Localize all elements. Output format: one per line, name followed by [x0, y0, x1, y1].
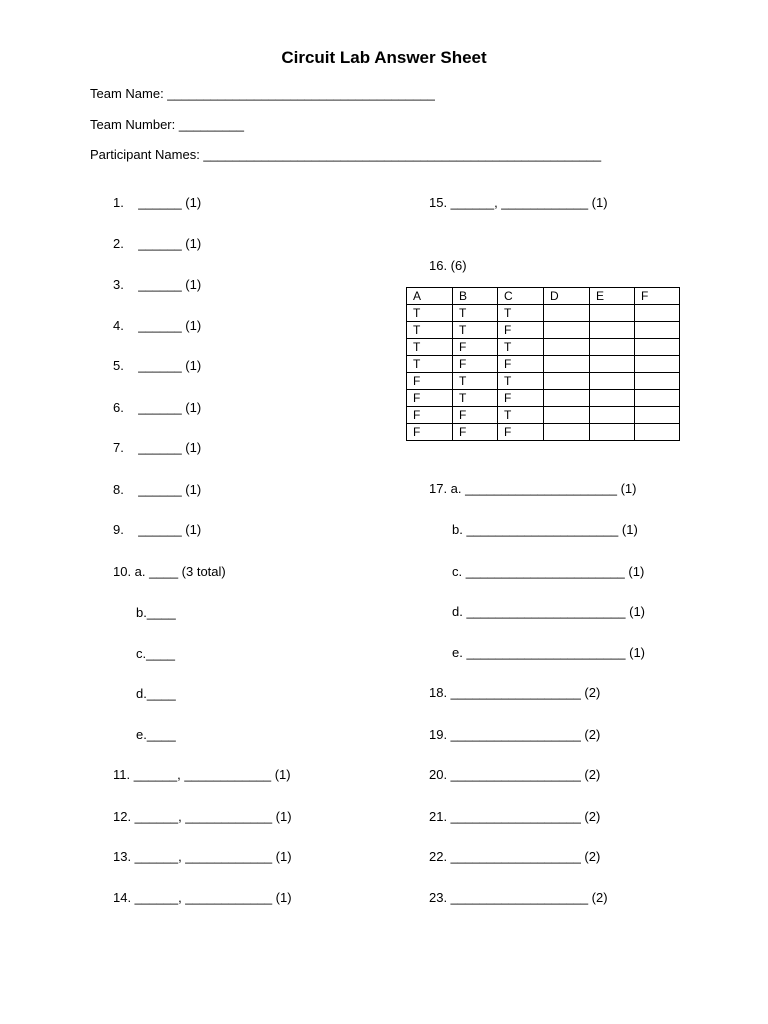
- truth-table-cell: F: [453, 356, 498, 373]
- truth-table-answer-cell[interactable]: [544, 356, 590, 373]
- truth-table-answer-cell[interactable]: [544, 305, 590, 322]
- answer-12[interactable]: 12. ______, ____________ (1): [113, 809, 292, 824]
- truth-table-answer-cell[interactable]: [635, 390, 680, 407]
- truth-table-header-cell: D: [544, 288, 590, 305]
- truth-table-cell: F: [407, 407, 453, 424]
- answer-17b[interactable]: b. _____________________ (1): [452, 522, 638, 537]
- answer-19[interactable]: 19. __________________ (2): [429, 727, 601, 742]
- truth-table-row: [407, 373, 680, 390]
- truth-table-cell: T: [498, 305, 544, 322]
- truth-table-cell: T: [498, 407, 544, 424]
- answer-3[interactable]: 3. ______ (1): [113, 277, 202, 292]
- truth-table-row: [407, 356, 680, 373]
- truth-table-row: [407, 390, 680, 407]
- truth-table-row: [407, 339, 680, 356]
- truth-table-answer-cell[interactable]: [590, 424, 635, 441]
- truth-table-answer-cell[interactable]: [635, 424, 680, 441]
- truth-table-cell: F: [407, 424, 453, 441]
- truth-table-cell: T: [498, 373, 544, 390]
- truth-table-header-cell: A: [407, 288, 453, 305]
- truth-table-cell: T: [407, 322, 453, 339]
- answer-23[interactable]: 23. ___________________ (2): [429, 890, 608, 905]
- answer-15[interactable]: 15. ______, ____________ (1): [429, 195, 608, 210]
- answer-7[interactable]: 7. ______ (1): [113, 440, 202, 455]
- truth-table-cell: T: [453, 305, 498, 322]
- truth-table-answer-cell[interactable]: [635, 407, 680, 424]
- question-16-label: 16. (6): [429, 258, 467, 273]
- answer-17e[interactable]: e. ______________________ (1): [452, 645, 646, 660]
- truth-table-answer-cell[interactable]: [635, 305, 680, 322]
- truth-table-answer-cell[interactable]: [635, 373, 680, 390]
- truth-table-answer-cell[interactable]: [544, 390, 590, 407]
- answer-5[interactable]: 5. ______ (1): [113, 358, 202, 373]
- answer-14[interactable]: 14. ______, ____________ (1): [113, 890, 292, 905]
- truth-table-answer-cell[interactable]: [544, 322, 590, 339]
- truth-table-answer-cell[interactable]: [590, 390, 635, 407]
- participant-names-field[interactable]: Participant Names: _______________________________________________________: [90, 147, 602, 162]
- page-title: Circuit Lab Answer Sheet: [281, 48, 487, 67]
- truth-table-answer-cell[interactable]: [590, 407, 635, 424]
- answer-17c[interactable]: c. ______________________ (1): [452, 564, 645, 579]
- answer-6[interactable]: 6. ______ (1): [113, 400, 202, 415]
- truth-table-cell: T: [407, 356, 453, 373]
- answer-22[interactable]: 22. __________________ (2): [429, 849, 601, 864]
- truth-table-cell: T: [407, 305, 453, 322]
- answer-10b[interactable]: b.____: [136, 605, 176, 620]
- answer-17d[interactable]: d. ______________________ (1): [452, 604, 646, 619]
- answer-10e[interactable]: e.____: [136, 727, 176, 742]
- truth-table-cell: F: [407, 373, 453, 390]
- truth-table: [406, 287, 680, 441]
- truth-table-answer-cell[interactable]: [590, 373, 635, 390]
- truth-table-cell: T: [453, 373, 498, 390]
- truth-table-row: [407, 305, 680, 322]
- answer-20[interactable]: 20. __________________ (2): [429, 767, 601, 782]
- truth-table-answer-cell[interactable]: [635, 322, 680, 339]
- truth-table-answer-cell[interactable]: [544, 424, 590, 441]
- truth-table-cell: T: [453, 390, 498, 407]
- truth-table-cell: T: [498, 339, 544, 356]
- answer-2[interactable]: 2. ______ (1): [113, 236, 202, 251]
- answer-21[interactable]: 21. __________________ (2): [429, 809, 601, 824]
- team-name-field[interactable]: Team Name: _____________________________________: [90, 86, 435, 101]
- truth-table-answer-cell[interactable]: [590, 305, 635, 322]
- truth-table-cell: T: [407, 339, 453, 356]
- answer-17a[interactable]: 17. a. _____________________ (1): [429, 481, 637, 496]
- answer-10c[interactable]: c.____: [136, 646, 176, 661]
- answer-8[interactable]: 8. ______ (1): [113, 482, 202, 497]
- answer-13[interactable]: 13. ______, ____________ (1): [113, 849, 292, 864]
- truth-table-header-cell: E: [590, 288, 635, 305]
- truth-table-answer-cell[interactable]: [590, 339, 635, 356]
- truth-table-cell: F: [407, 390, 453, 407]
- answer-4[interactable]: 4. ______ (1): [113, 318, 202, 333]
- truth-table-header-cell: B: [453, 288, 498, 305]
- truth-table-answer-cell[interactable]: [544, 373, 590, 390]
- truth-table-header-row: [407, 288, 680, 305]
- answer-18[interactable]: 18. __________________ (2): [429, 685, 601, 700]
- truth-table-row: [407, 424, 680, 441]
- truth-table-answer-cell[interactable]: [544, 339, 590, 356]
- truth-table-cell: F: [498, 390, 544, 407]
- truth-table-answer-cell[interactable]: [544, 407, 590, 424]
- truth-table-header-cell: C: [498, 288, 544, 305]
- truth-table-answer-cell[interactable]: [590, 356, 635, 373]
- answer-11[interactable]: 11. ______, ____________ (1): [113, 767, 291, 782]
- answer-10d[interactable]: d.____: [136, 686, 176, 701]
- truth-table-cell: F: [453, 339, 498, 356]
- truth-table-answer-cell[interactable]: [635, 356, 680, 373]
- team-number-field[interactable]: Team Number: _________: [90, 117, 244, 132]
- truth-table-row: [407, 322, 680, 339]
- answer-10a[interactable]: 10. a. ____ (3 total): [113, 564, 226, 579]
- truth-table-cell: F: [453, 424, 498, 441]
- truth-table-cell: F: [498, 356, 544, 373]
- truth-table-row: [407, 407, 680, 424]
- answer-1[interactable]: 1. ______ (1): [113, 195, 202, 210]
- truth-table-answer-cell[interactable]: [590, 322, 635, 339]
- answer-9[interactable]: 9. ______ (1): [113, 522, 202, 537]
- truth-table-answer-cell[interactable]: [635, 339, 680, 356]
- truth-table-header-cell: F: [635, 288, 680, 305]
- truth-table-cell: F: [498, 424, 544, 441]
- truth-table-cell: F: [498, 322, 544, 339]
- truth-table-cell: T: [453, 322, 498, 339]
- truth-table-cell: F: [453, 407, 498, 424]
